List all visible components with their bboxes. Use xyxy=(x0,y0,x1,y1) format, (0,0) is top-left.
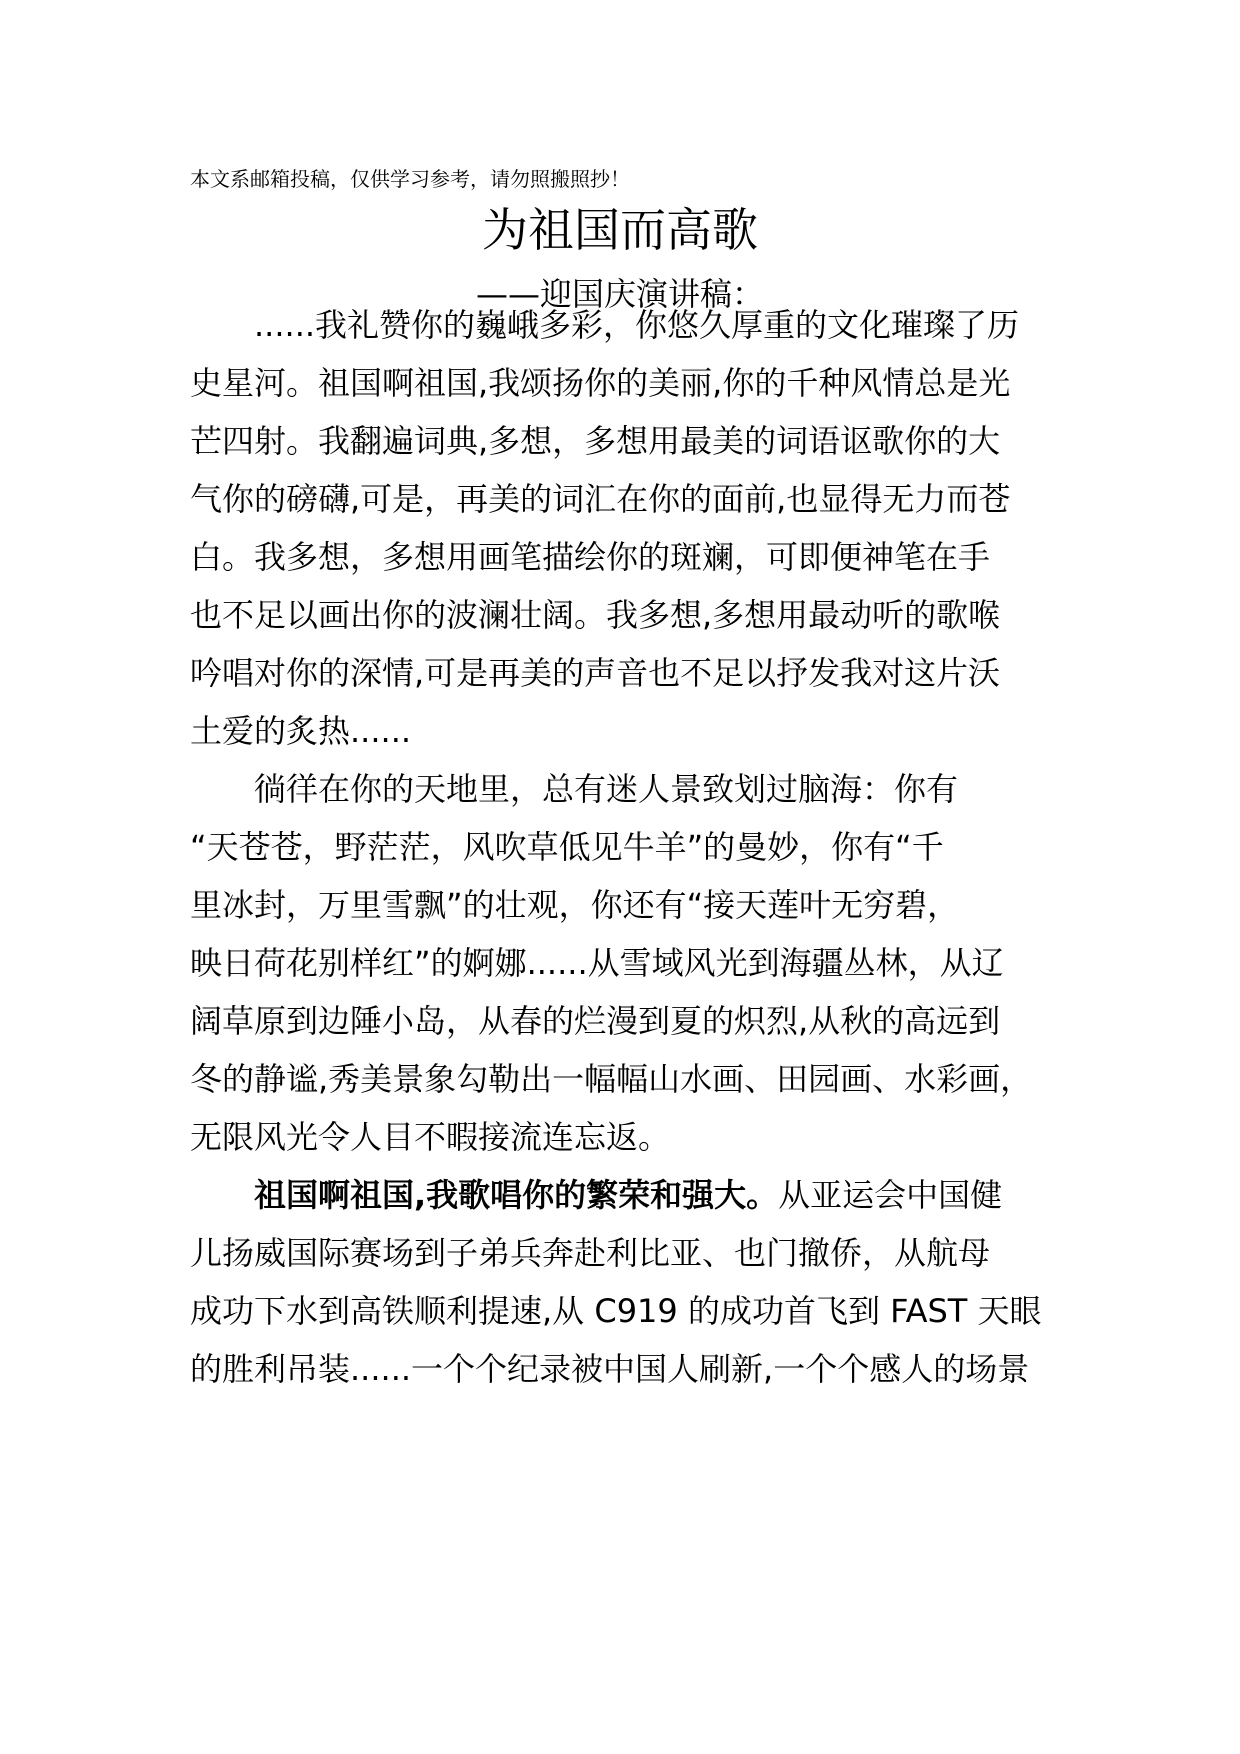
paragraph-2-line: 无限风光令人目不暇接流连忘返。 xyxy=(190,1118,671,1156)
paragraph-1-line: 史星河。祖国啊祖国,我颂扬你的美丽,你的千种风情总是光 xyxy=(190,364,1011,402)
page-subtitle: ——迎国庆演讲稿： xyxy=(475,275,764,313)
paragraph-3-first-line xyxy=(254,1173,1002,1217)
paragraph-3-line: 的胜利吊装......一个个纪录被中国人刷新,一个个感人的场景 xyxy=(190,1350,1030,1388)
page-title: 为祖国而高歌 xyxy=(482,203,758,257)
paragraph-2-line: 阔草原到边陲小岛，从春的烂漫到夏的炽烈,从秋的高远到 xyxy=(190,1002,1001,1040)
paragraph-3-line: 儿扬威国际赛场到子弟兵奔赴利比亚、也门撤侨，从航母 xyxy=(190,1234,991,1272)
paragraph-3-lead-rest: 从亚运会中国健 xyxy=(778,1176,1003,1214)
paragraph-1-line: 白。我多想，多想用画笔描绘你的斑斓，可即便神笔在手 xyxy=(190,538,991,576)
paragraph-1-line: 土爱的炙热...... xyxy=(190,712,412,750)
paragraph-2-line: 映日荷花别样红”的婀娜......从雪域风光到海疆丛林，从辽 xyxy=(190,944,1004,982)
paragraph-1-line: 气你的磅礴,可是，再美的词汇在你的面前,也显得无力而苍 xyxy=(190,480,1011,518)
paragraph-2-line: 里冰封，万里雪飘”的壮观，你还有“接天莲叶无穷碧， xyxy=(190,886,960,924)
paragraph-3-bold-lead: 祖国啊祖国,我歌唱你的繁荣和强大。 xyxy=(254,1176,779,1214)
paragraph-2-line: 冬的静谧,秀美景象勾勒出一幅幅山水画、田园画、水彩画， xyxy=(190,1060,1033,1098)
paragraph-1-line: 芒四射。我翻遍词典,多想，多想用最美的词语讴歌你的大 xyxy=(190,422,1001,460)
paragraph-1-line: 吟唱对你的深情,可是再美的声音也不足以抒发我对这片沃 xyxy=(190,654,1001,692)
paragraph-1-line: 也不足以画出你的波澜壮阔。我多想,多想用最动听的歌喉 xyxy=(190,596,1001,634)
paragraph-2-line: 徜徉在你的天地里，总有迷人景致划过脑海：你有 xyxy=(254,770,959,808)
paragraph-3-line: 成功下水到高铁顺利提速,从 C919 的成功首飞到 FAST 天眼 xyxy=(190,1292,1042,1330)
paragraph-1-line: ......我礼赞你的巍峨多彩，你悠久厚重的文化璀璨了历 xyxy=(254,306,1020,344)
copyright-notice: 本文系邮箱投稿，仅供学习参考，请勿照搬照抄！ xyxy=(190,167,630,191)
paragraph-2-line: “天苍苍，野茫茫，风吹草低见牛羊”的曼妙，你有“千 xyxy=(190,828,944,866)
